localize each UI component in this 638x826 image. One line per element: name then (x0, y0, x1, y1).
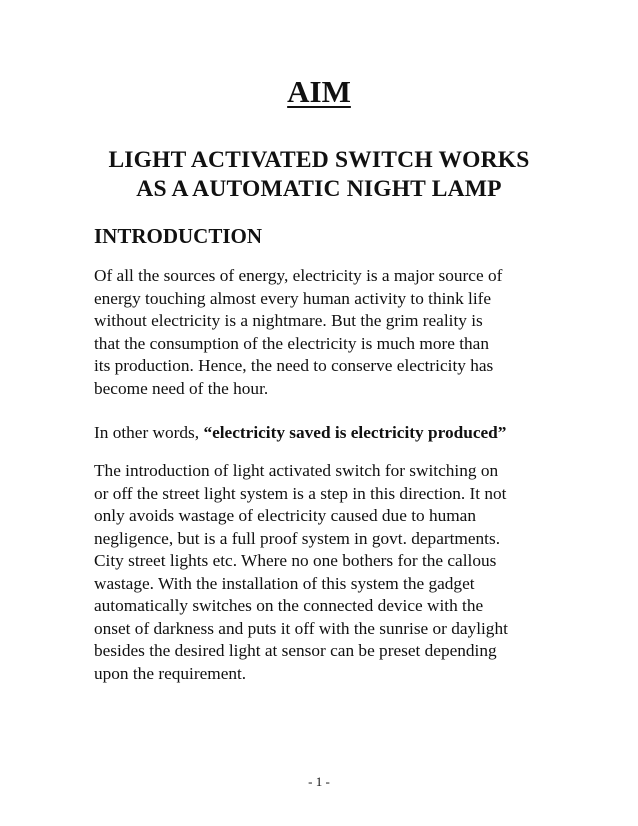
aim-heading-text: AIM (287, 74, 351, 109)
paragraph-line: or off the street light system is a step in this direction. It not (94, 483, 507, 503)
title-line-1: LIGHT ACTIVATED SWITCH WORKS (108, 147, 530, 173)
paragraph-line: automatically switches on the connected device with the (94, 596, 484, 615)
paragraph-line: wastage. With the installation of this system the gadget (94, 573, 475, 593)
paragraph-line: Of all the sources of energy, electricity is a major source of (94, 266, 503, 285)
paragraph-line: energy touching almost every human activity to think life (94, 288, 492, 308)
quote-text: “electricity saved is electricity produced” (203, 423, 507, 442)
paragraph-line: only avoids wastage of electricity caused due to human (94, 506, 476, 525)
paragraph-line: without electricity is a nightmare. But the grim reality is (94, 311, 483, 330)
intro-paragraph-2 (94, 422, 564, 445)
paragraph-line: its production. Hence, the need to conserve electricity has (94, 356, 494, 375)
paragraph-line: that the consumption of the electricity is much more than (94, 333, 489, 353)
aim-heading (0, 74, 638, 110)
paragraph-line: besides the desired light at sensor can be preset depending (94, 641, 497, 660)
intro-paragraph-1 (94, 265, 564, 400)
intro-paragraph-3 (94, 460, 564, 685)
paragraph-line: The introduction of light activated switch for switching on (94, 461, 499, 480)
paragraph-line: onset of darkness and puts it off with the sunrise or daylight (94, 618, 508, 638)
introduction-heading: INTRODUCTION (94, 224, 263, 248)
document-title (60, 146, 578, 204)
paragraph-line: City street lights etc. Where no one bothers for the callous (94, 551, 497, 570)
paragraph-line: become need of the hour. (94, 378, 269, 398)
quote-prefix: In other words, (94, 423, 204, 442)
paragraph-line: upon the requirement. (94, 663, 247, 683)
paragraph-line: negligence, but is a full proof system in govt. departments. (94, 528, 501, 548)
page-number: - 1 - (308, 774, 330, 789)
quote-line (94, 422, 564, 445)
title-line-2: AS A AUTOMATIC NIGHT LAMP (136, 176, 502, 202)
